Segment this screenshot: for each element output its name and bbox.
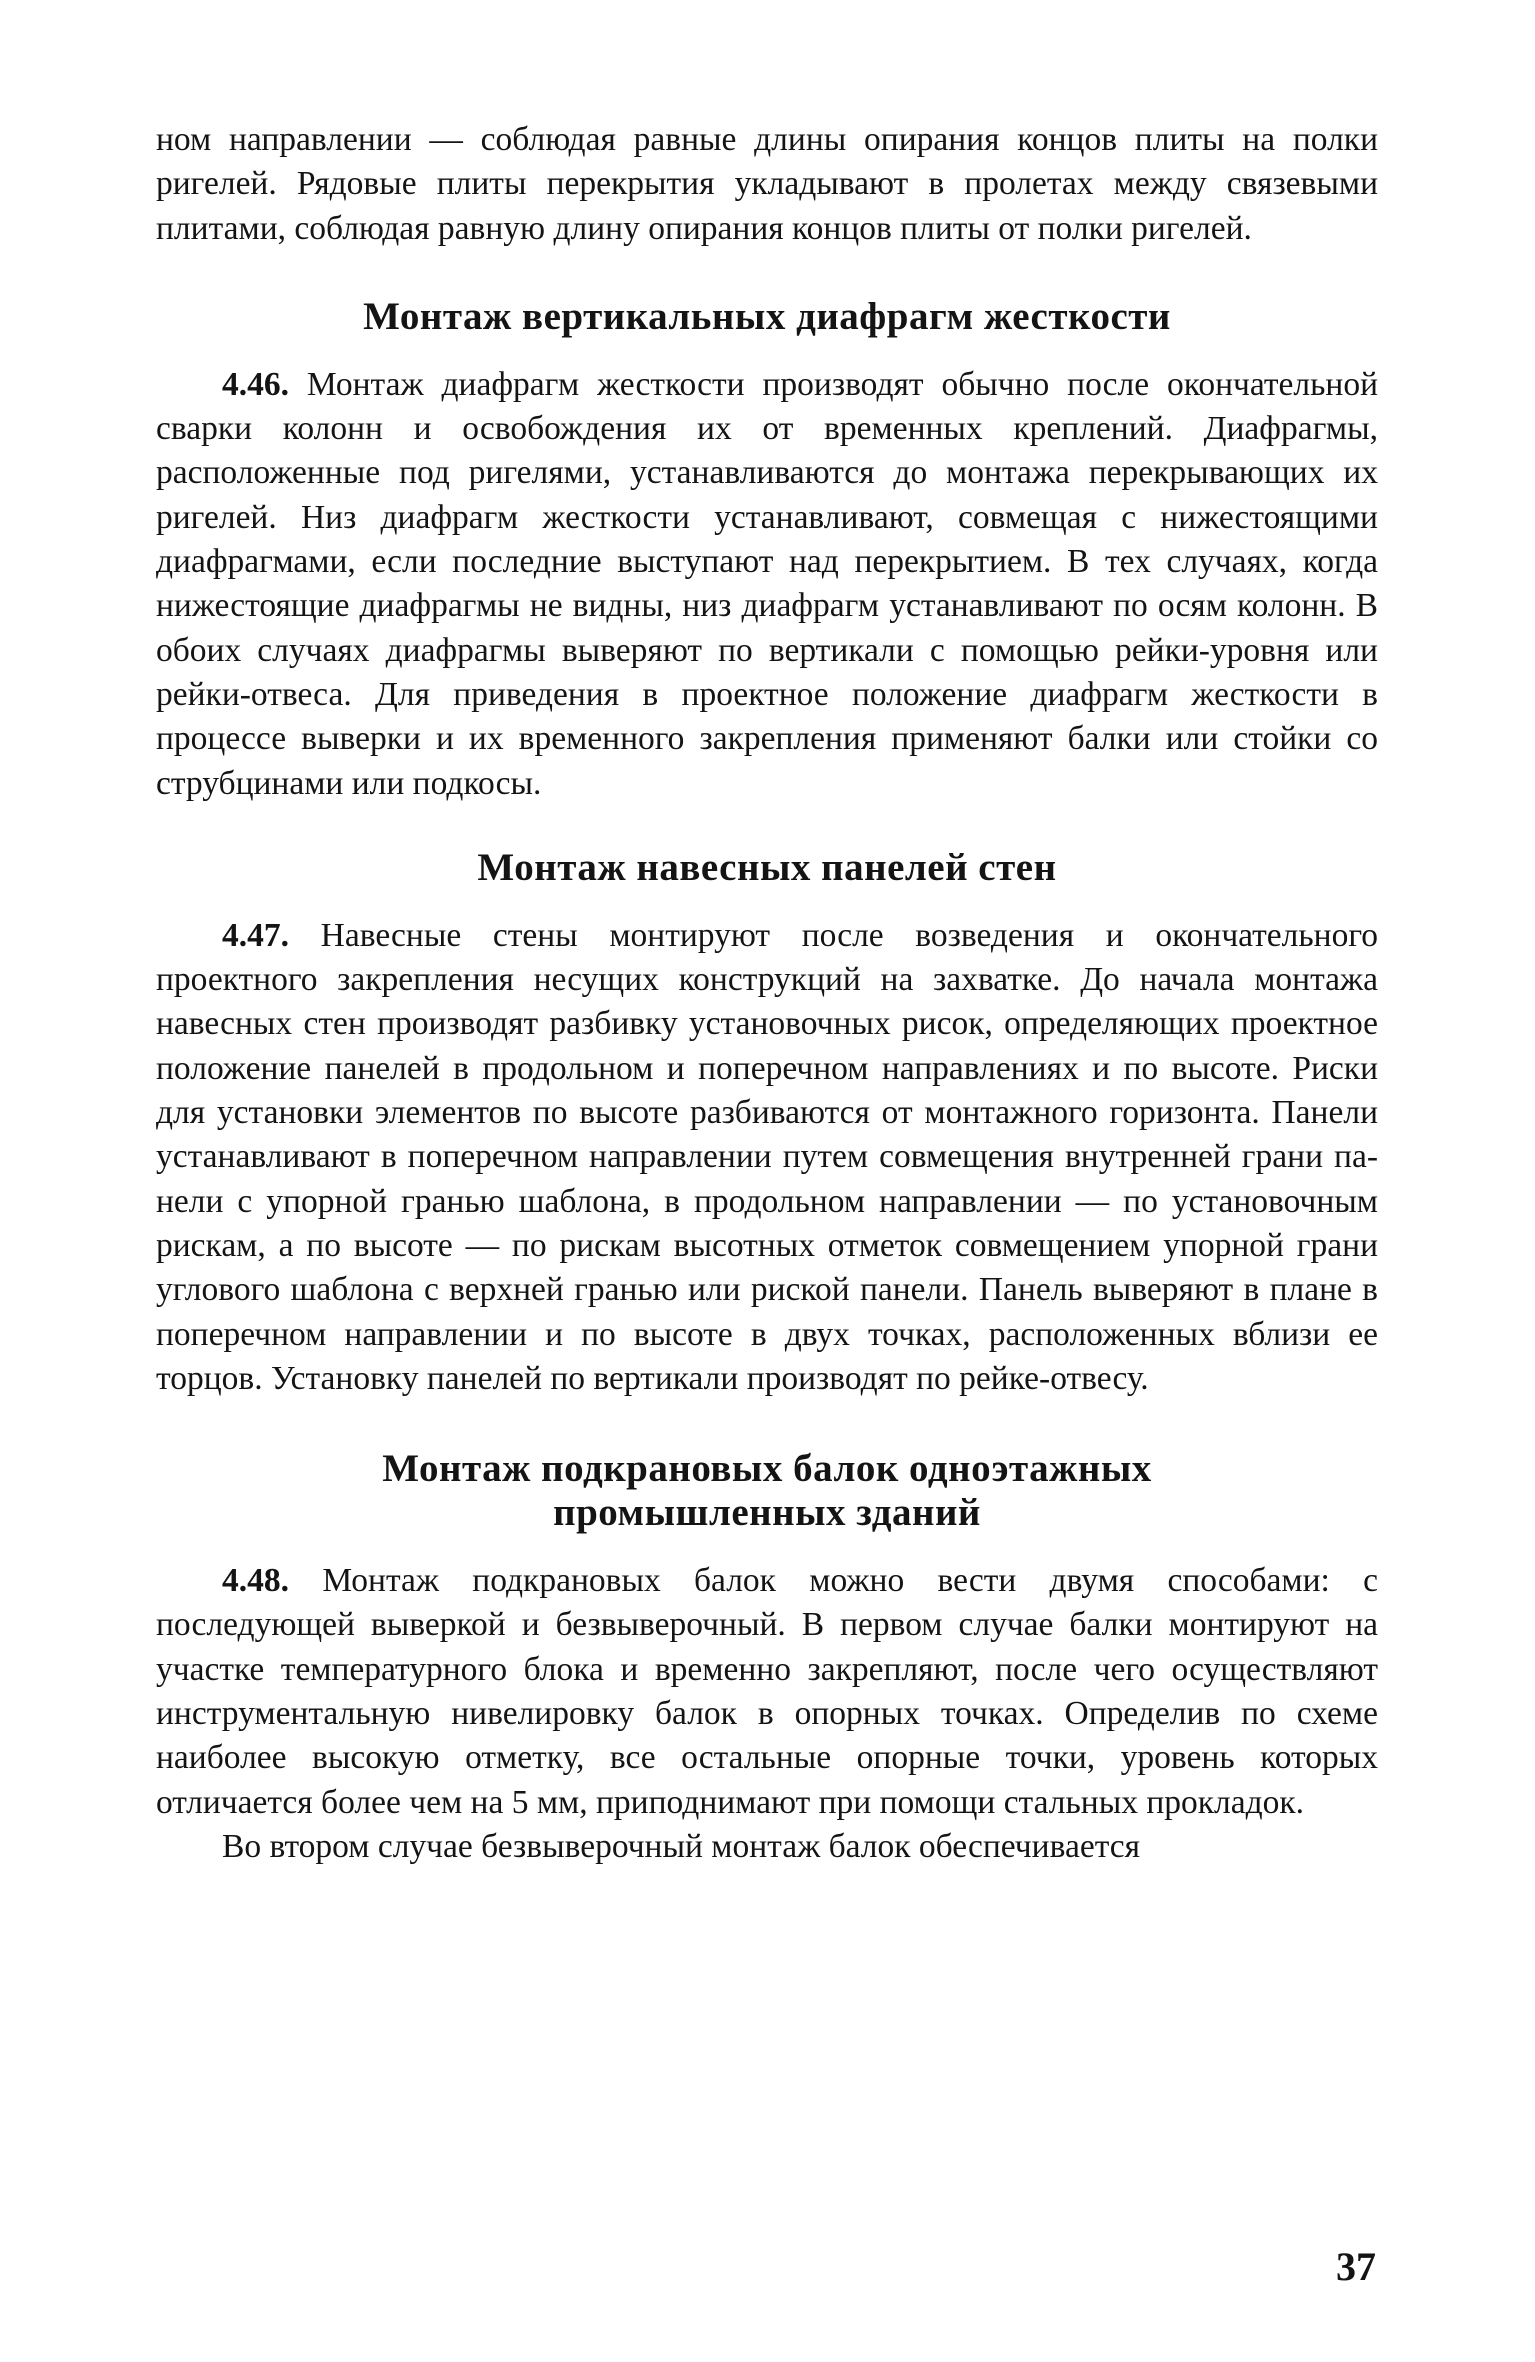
heading-diaphragms: Монтаж вертикальных диафрагм жесткости — [363, 294, 1171, 338]
paragraph-4-48 — [156, 1559, 1378, 1825]
paragraph-text: Навесные стены монтируют после возведения и окончательного проектного закрепления несущих конструкций на захватке. До начала монтажа навесных стен производят разбивку установочных рисок, определяющих проектное положение панелей в продольном и поперечном направлениях и по высоте. Риски для установки элементов по высоте разбиваются от монтажного горизонта. Панели устанавливают в поперечном направлении путем совмещения внутренней грани панели с упорной гранью шаблона, в продольном направлении — по установочным рискам, а по высоте — по рискам высотных отметок совмещением упорной грани углового шаблона с верхней гранью или риской панели. Панель выверяют в плане в поперечном направлении и по высоте в двух точках, расположенных вблизи ее торцов. Установку панелей по вертикали производят по рейке-отвесу. — [156, 916, 1379, 1397]
page-body — [156, 118, 1378, 1869]
paragraph-4-46 — [156, 363, 1378, 806]
paragraph-text: Монтаж подкрановых балок можно вести двумя способами: с последующей выверкой и безвыверочный. В первом случае балки монтируют на участке температурного блока и временно закрепляют, после чего осуществляют инструментальную нивелировку балок в опорных точках. Определив по схеме наиболее высокую отметку, все остальные опорные точки, уровень которых отличается более чем на 5 мм, приподнимают при помощи стальных прокладок. — [156, 1562, 1379, 1821]
heading-crane-beams — [156, 1447, 1378, 1535]
paragraph-number: 4.47. — [222, 916, 289, 954]
paragraph-number: 4.46. — [222, 365, 289, 403]
paragraph-4-47 — [156, 914, 1378, 1401]
paragraph-text: Монтаж диафрагм жесткости производят обычно после окончательной сварки колонн и освобождения их от временных креплений. Диафрагмы, расположенные под ригелями, устанавливаются до монтажа перекрывающих их ригелей. Низ диафрагм жесткости устанавливают, совмещая с нижестоящими диафрагмами, если последние выступают над перекрытием. В тех случаях, когда нижестоящие диафрагмы не видны, низ диафрагм устанавливают по осям колонн. В обоих случаях диафрагмы выверяют по вертикали с помощью рейки-уровня или рейки-отвеса. Для приведения в проектное положение диафрагм жесткости в процессе выверки и их временного закрепления применяют балки или стойки со струбцинами или подкосы. — [156, 365, 1378, 802]
page-number: 37 — [1336, 2244, 1376, 2289]
heading-wall-panels: Монтаж навесных панелей стен — [477, 845, 1057, 889]
heading-line: Монтаж подкрановых балок одноэтажных — [382, 1447, 1152, 1491]
paragraph-continuation: Во втором случае безвыверочный монтаж балок обеспечивается — [222, 1827, 1141, 1865]
paragraph-number: 4.48. — [222, 1562, 289, 1600]
heading-line: промышленных зданий — [553, 1491, 981, 1535]
opening-paragraph: ном направлении — соблюдая равные длины опирания концов плиты на полки ригелей. Рядовые плиты перекрытия укладывают в пролетах между связевыми плитами, соблюдая равную длину опирания концов плиты от полки ригелей. — [156, 121, 1378, 247]
